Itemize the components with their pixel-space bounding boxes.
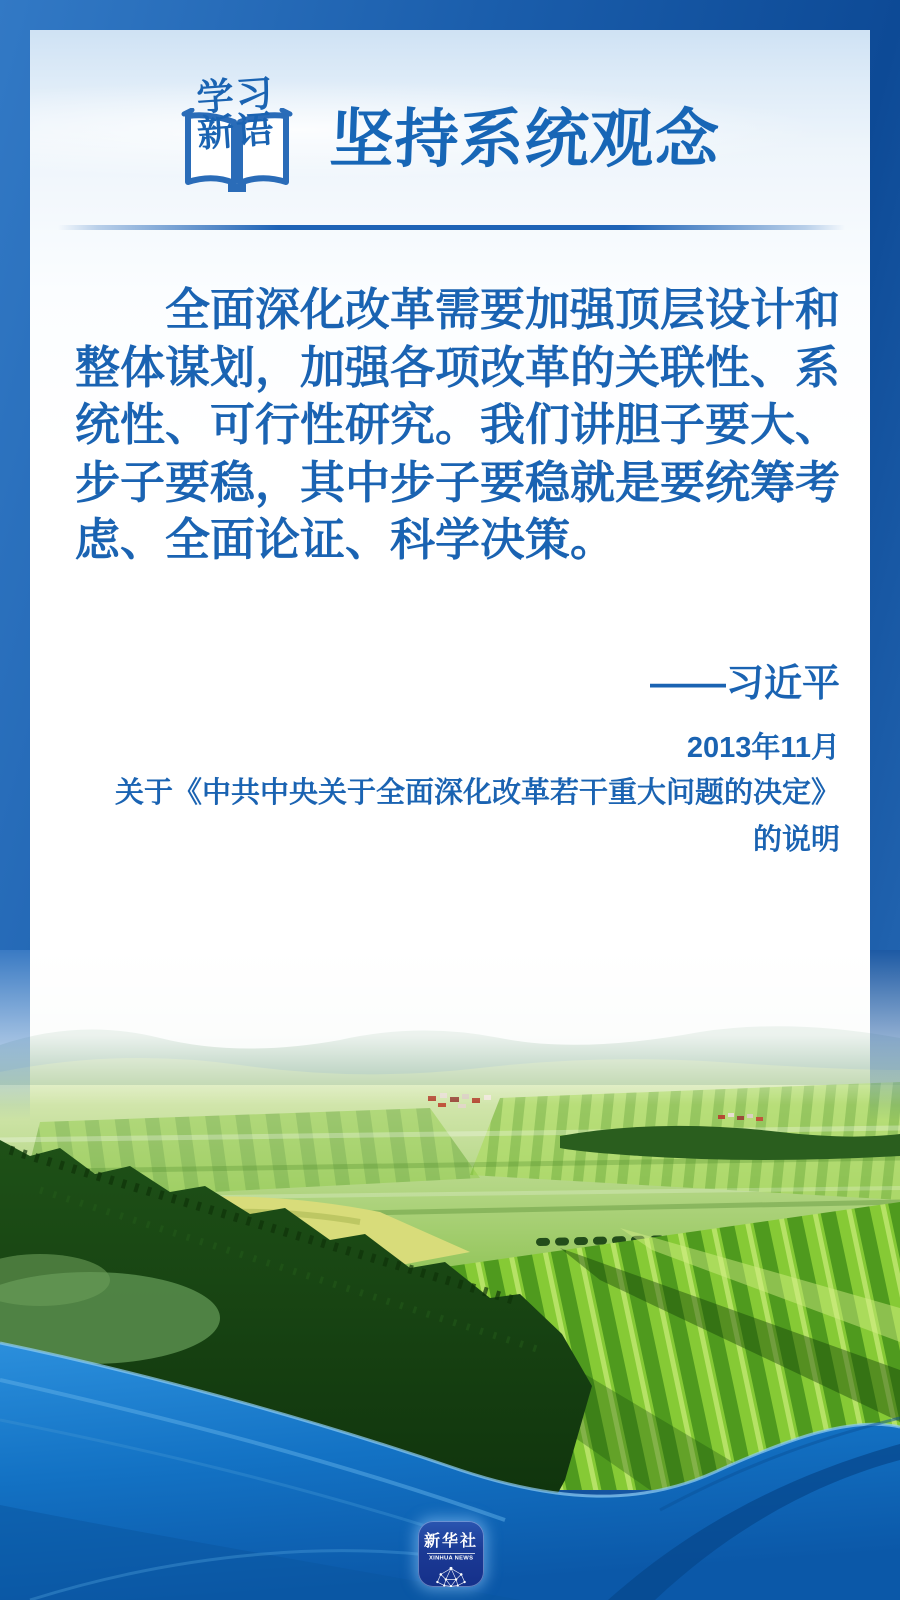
logo-line1: 学习: [195, 72, 277, 119]
network-globe-icon: [429, 1565, 473, 1587]
xuexi-xinyu-logo: [180, 74, 294, 194]
page-title: 坚持系统观念: [328, 103, 722, 175]
title-divider: [58, 225, 845, 230]
attribution-date: 2013年11月: [686, 732, 840, 764]
xinhua-logo-divider: [427, 1553, 475, 1554]
attribution-name: ——习近平: [649, 663, 840, 705]
logo-text: [178, 74, 297, 154]
landscape-illustration: [0, 950, 900, 1600]
attribution-block: [75, 652, 840, 860]
header: [30, 74, 870, 194]
landscape-photo: [0, 950, 900, 1600]
quote-text: 全面深化改革需要加强顶层设计和整体谋划，加强各项改革的关联性、系统性、可行性研究。我们讲胆子要大、步子要稳，其中步子要稳就是要统筹考虑、全面论证、科学决策。: [75, 284, 841, 566]
content-card: [30, 30, 870, 960]
attribution-source-line2: 的说明: [752, 824, 840, 857]
xinhua-logo-subtitle: XINHUA NEWS: [428, 1554, 474, 1562]
xinhua-news-logo: [418, 1521, 484, 1587]
xinhua-logo-name: 新华社: [423, 1533, 478, 1550]
attribution-source-line1: 关于《中共中央关于全面深化改革若干重大问题的决定》: [114, 777, 840, 809]
logo-line2: 新语: [195, 108, 277, 156]
